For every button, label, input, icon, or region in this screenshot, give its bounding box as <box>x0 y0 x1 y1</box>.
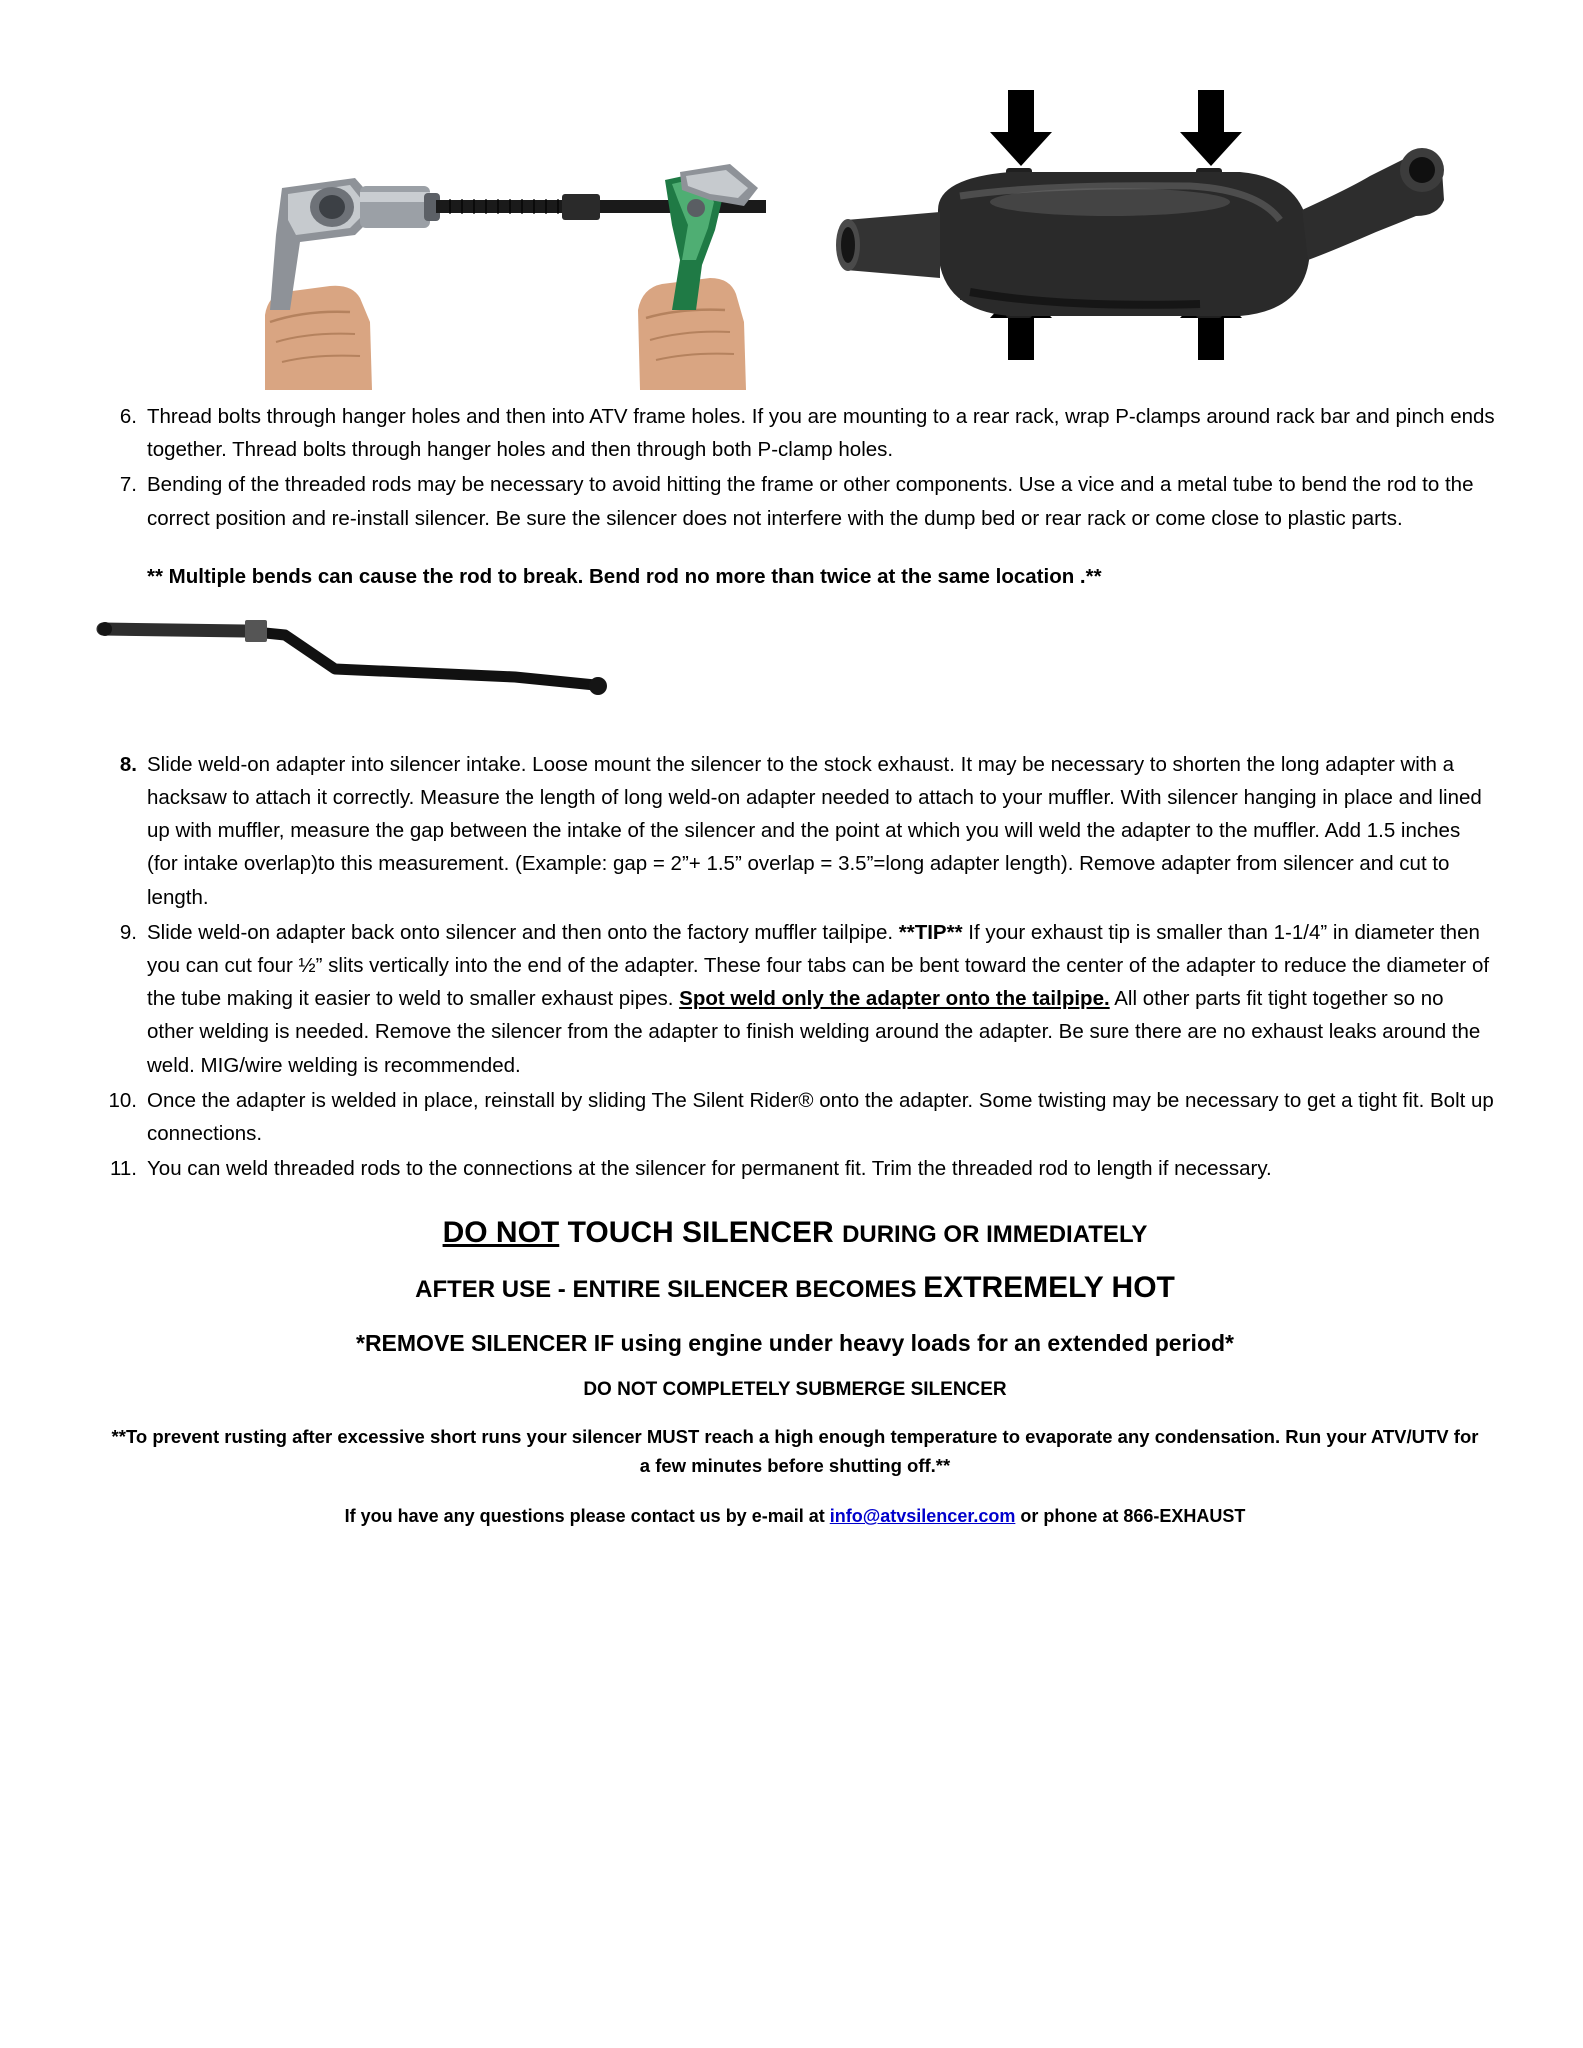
warning-donot-emphasis: DO NOT <box>442 1216 560 1250</box>
silencer-photo <box>810 60 1480 390</box>
list-item <box>95 916 1495 1082</box>
page-content <box>95 60 1495 1527</box>
warning-submerge: DO NOT COMPLETELY SUBMERGE SILENCER <box>583 1378 1007 1400</box>
list-item <box>95 1152 1495 1185</box>
step9-part1: Slide weld-on adapter back onto silencer and then onto the factory muffler tailpipe. <box>147 920 899 944</box>
list-item-number: 11. <box>110 1157 137 1181</box>
warning-touch-silencer: TOUCH SILENCER <box>559 1216 843 1250</box>
list-item <box>95 748 1495 914</box>
list-item <box>95 1084 1495 1150</box>
list-item-number: 9. <box>119 920 137 944</box>
step9-part3: All other parts fit tight together so no other welding is needed. Remove the silencer from the adapter to finish welding around the adapter. Be sure there are no exhaust leaks around the weld. MIG/wire welding is recommended. <box>147 987 1481 1077</box>
warning-block <box>95 1211 1495 1527</box>
list-item-number: 6. <box>119 405 137 428</box>
list-item-number: 10. <box>108 1088 137 1112</box>
email-link[interactable]: info@atvsilencer.com <box>829 1506 1016 1527</box>
warning-rusting: **To prevent rusting after excessive short runs your silencer MUST reach a high enough temperature to evaporate any condensation. Run your ATV/UTV for a few minutes before shutting off.** <box>111 1425 1479 1476</box>
list-item-text: You can weld threaded rods to the connections at the silencer for permanent fit. Trim the threaded rod to length if necessary. <box>147 1157 1272 1181</box>
instruction-list-b <box>95 748 1495 1186</box>
bent-rod-graphic <box>95 607 715 717</box>
list-item-number: 8. <box>119 752 137 776</box>
step9-tip-label: **TIP** <box>898 920 963 944</box>
step9-part2: If your exhaust tip is smaller than 1-1/4” in diameter then you can cut four ½” slits vertically into the end of the adapter. These four tabs can be bent toward the center of the adapter to reduce the diameter of the tube making it easier to weld to smaller exhaust pipes. <box>147 920 1490 1011</box>
figure-row-top <box>150 60 1495 400</box>
instruction-list-a <box>95 400 1495 535</box>
step9-spotweld-emphasis: Spot weld only the adapter onto the tailpipe. <box>679 987 1110 1011</box>
contact-suffix: or phone at 866-EXHAUST <box>1015 1506 1246 1527</box>
list-item <box>95 400 1495 466</box>
bent-rod-figure <box>95 607 1495 722</box>
list-item-text: Bending of the threaded rods may be necessary to avoid hitting the frame or other components. Use a vice and a metal tube to bend the rod to the correct position and re-install silencer. Be sure the silencer does not interfere with the dump bed or rear rack or come close to plastic parts. <box>147 473 1474 530</box>
wrench-photo <box>210 60 790 390</box>
list-item <box>95 468 1495 534</box>
warning-line-2 <box>95 1265 1495 1310</box>
list-item-text <box>147 921 1489 1077</box>
wrench-photo-graphic <box>210 60 790 390</box>
list-item-text: Slide weld-on adapter into silencer intake. Loose mount the silencer to the stock exhaust. It may be necessary to shorten the long adapter with a hacksaw to attach it correctly. Measure the length of long weld-on adapter needed to attach to your muffler. With silencer hanging in place and lined up with muffler, measure the gap between the intake of the silencer and the point at which you will weld the adapter to the muffler. Add 1.5 inches (for intake overlap)to this measurement. (Example: gap = 2”+ 1.5” overlap = 3.5”=long adapter length). Remove adapter from silencer and cut to length. <box>147 752 1482 909</box>
silencer-photo-graphic <box>810 60 1480 390</box>
list-item-text: Once the adapter is welded in place, reinstall by sliding The Silent Rider® onto the adapter. Some twisting may be necessary to get a tight fit. Bolt up connections. <box>147 1088 1494 1146</box>
warning-extremely-hot: EXTREMELY HOT <box>923 1270 1175 1304</box>
contact-line <box>95 1506 1495 1527</box>
warning-remove-silencer: *REMOVE SILENCER IF using engine under heavy loads for an extended period* <box>356 1329 1234 1356</box>
bend-warning-text: ** Multiple bends can cause the rod to break. Bend rod no more than twice at the same location .** <box>147 564 1102 588</box>
warning-during-immediately: DURING OR IMMEDIATELY <box>842 1221 1148 1249</box>
warning-after-use: AFTER USE - ENTIRE SILENCER BECOMES <box>415 1275 924 1303</box>
list-item-text: Thread bolts through hanger holes and then into ATV frame holes. If you are mounting to a rear rack, wrap P-clamps around rack bar and pinch ends together. Thread bolts through hanger holes and then through both P-clamp holes. <box>147 405 1495 462</box>
list-item-number: 7. <box>119 473 137 497</box>
warning-line-1 <box>95 1211 1495 1255</box>
contact-prefix: If you have any questions please contact us by e-mail at <box>344 1506 830 1527</box>
